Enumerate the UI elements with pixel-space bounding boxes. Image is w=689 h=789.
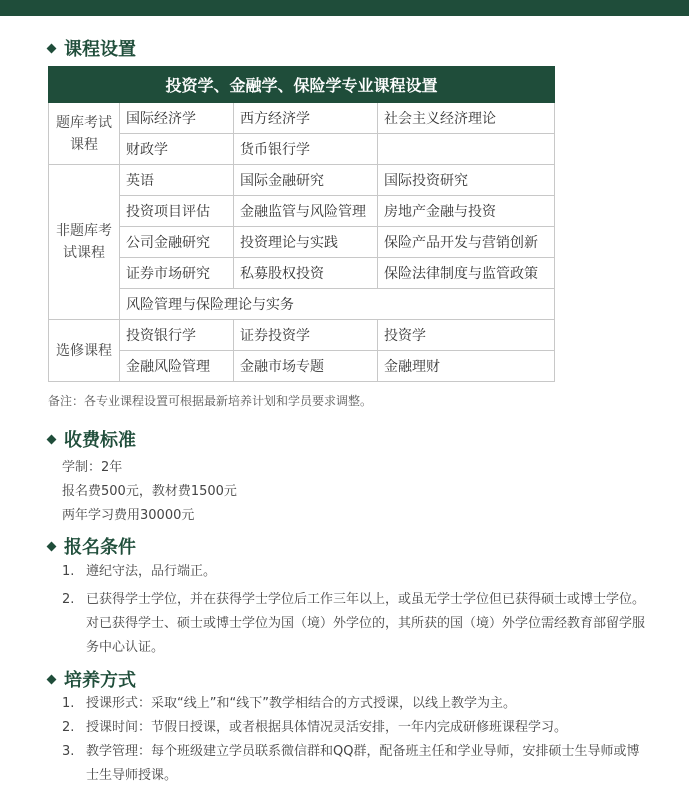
course-cell: 证券投资学 (234, 320, 378, 351)
list-text: 授课形式：采取“线上”和“线下”教学相结合的方式授课，以线上教学为主。 (86, 696, 516, 711)
table-row (49, 165, 555, 196)
list-text: 遵纪守法，品行端正。 (86, 564, 217, 579)
course-cell: 私募股权投资 (234, 258, 378, 289)
diamond-bullet-icon (47, 435, 57, 445)
course-cell: 公司金融研究 (120, 227, 234, 258)
list-number: 2. (62, 592, 75, 607)
section-heading-course-setup (48, 35, 136, 61)
course-table (48, 66, 555, 382)
course-cell: 英语 (120, 165, 234, 196)
list-text: 授课时间：节假日授课，或者根据具体情况灵活安排，一年内完成研修班课程学习。 (86, 720, 568, 735)
category-cell: 选修课程 (49, 320, 120, 382)
list-number: 1. (62, 564, 75, 579)
course-cell: 国际投资研究 (378, 165, 555, 196)
course-cell: 国际经济学 (120, 103, 234, 134)
category-cell: 题库考试课程 (49, 103, 120, 165)
course-cell: 投资理论与实践 (234, 227, 378, 258)
top-banner-bar (0, 0, 689, 16)
table-row (49, 196, 555, 227)
section-heading-fees (48, 426, 136, 452)
course-cell: 货币银行学 (234, 134, 378, 165)
section-heading-enrollment (48, 533, 136, 559)
section-title: 课程设置 (64, 39, 136, 60)
diamond-bullet-icon (47, 44, 57, 54)
table-row (49, 134, 555, 165)
list-item (62, 560, 652, 584)
course-cell: 社会主义经济理论 (378, 103, 555, 134)
course-cell: 金融监管与风险管理 (234, 196, 378, 227)
course-cell: 证券市场研究 (120, 258, 234, 289)
table-row (49, 351, 555, 382)
course-cell: 国际金融研究 (234, 165, 378, 196)
list-number: 3. (62, 744, 75, 759)
section-title: 培养方式 (64, 670, 136, 691)
training-methods-list (62, 692, 652, 788)
list-item (62, 740, 652, 788)
course-cell: 投资银行学 (120, 320, 234, 351)
list-item (62, 692, 652, 716)
table-row (49, 258, 555, 289)
course-cell: 金融风险管理 (120, 351, 234, 382)
table-row (49, 103, 555, 134)
course-cell: 西方经济学 (234, 103, 378, 134)
list-text: 教学管理：每个班级建立学员联系微信群和QQ群，配备班主任和学业导师，安排硕士生导师或博士生导师授课。 (86, 744, 640, 783)
fee-duration: 学制：2年 (62, 460, 123, 475)
course-cell: 财政学 (120, 134, 234, 165)
fee-tuition: 两年学习费用30000元 (62, 508, 195, 523)
list-number: 2. (62, 720, 75, 735)
course-table-title: 投资学、金融学、保险学专业课程设置 (49, 67, 555, 103)
course-cell: 房地产金融与投资 (378, 196, 555, 227)
course-cell: 金融市场专题 (234, 351, 378, 382)
course-cell: 风险管理与保险理论与实务 (120, 289, 555, 320)
list-item (62, 716, 652, 740)
list-item (62, 588, 652, 660)
course-cell: 投资学 (378, 320, 555, 351)
list-number: 1. (62, 696, 75, 711)
section-heading-training (48, 666, 136, 692)
enrollment-conditions-list (62, 560, 652, 660)
table-row (49, 227, 555, 258)
table-row (49, 320, 555, 351)
course-cell: 金融理财 (378, 351, 555, 382)
diamond-bullet-icon (47, 542, 57, 552)
table-row (49, 289, 555, 320)
course-cell (378, 134, 555, 165)
category-cell: 非题库考试课程 (49, 165, 120, 320)
table-note: 备注：各专业课程设置可根据最新培养计划和学员要求调整。 (48, 394, 373, 408)
section-title: 报名条件 (64, 537, 136, 558)
list-text: 已获得学士学位，并在获得学士学位后工作三年以上，或虽无学士学位但已获得硕士或博士学位。对已获得学士、硕士或博士学位为国（境）外学位的，其所获的国（境）外学位需经教育部留学服务中心认证。 (86, 592, 646, 655)
fee-registration: 报名费500元，教材费1500元 (62, 484, 237, 499)
diamond-bullet-icon (47, 675, 57, 685)
section-title: 收费标准 (64, 430, 136, 451)
course-cell: 保险产品开发与营销创新 (378, 227, 555, 258)
course-cell: 投资项目评估 (120, 196, 234, 227)
course-cell: 保险法律制度与监管政策 (378, 258, 555, 289)
